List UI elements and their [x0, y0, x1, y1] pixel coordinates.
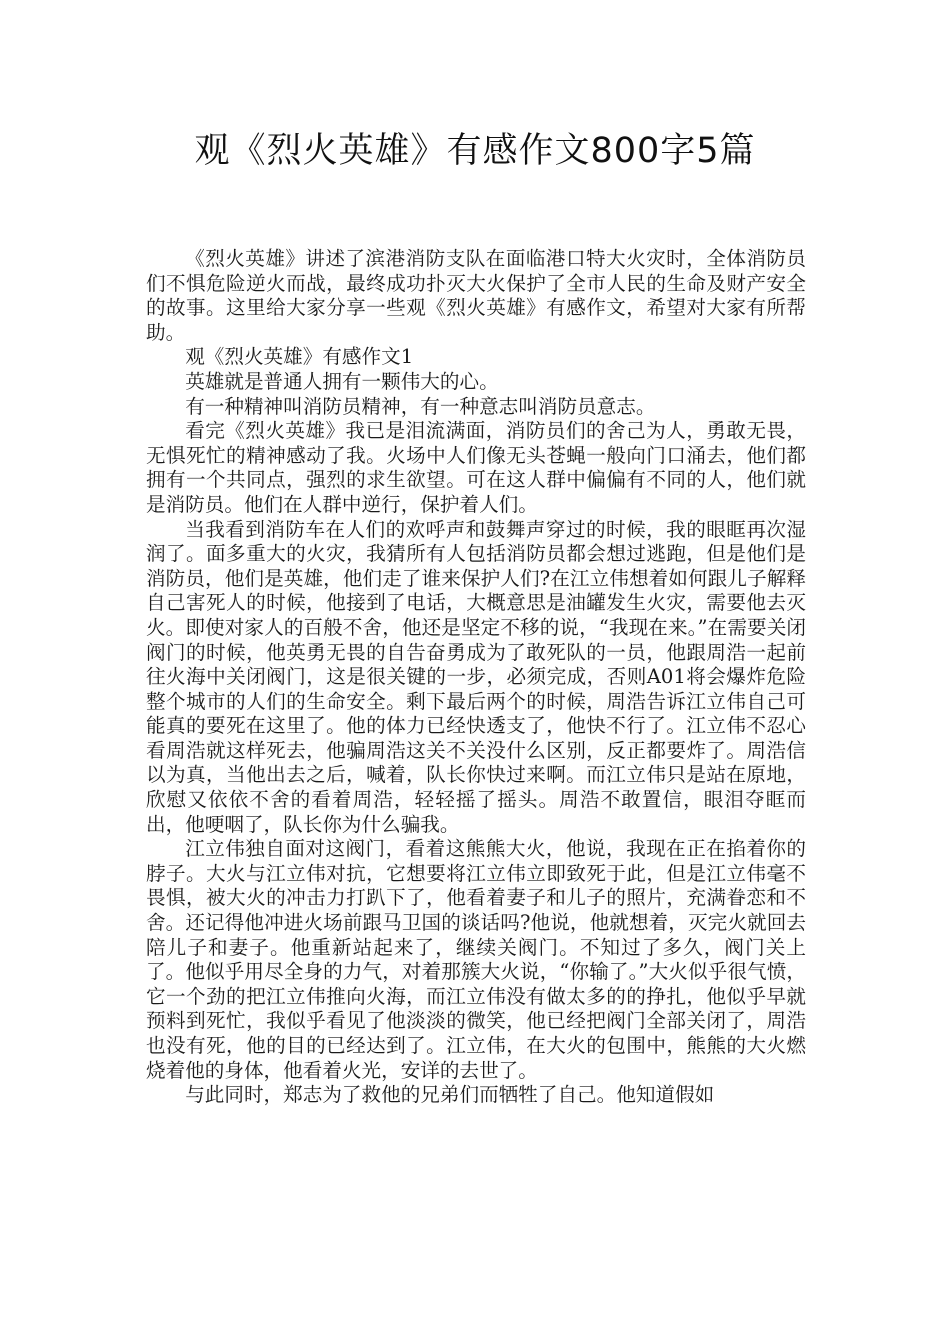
intro-paragraph: 《烈火英雄》讲述了滨港消防支队在面临港口特大火灾时，全体消防员们不惧危险逆火而战，最终成功扑灭大火保护了全市人民的生命及财产安全的故事。这里给大家分享一些观《烈火英雄》有感作文，希望对大家有所帮助。	[146, 247, 806, 344]
essay-heading: 观《烈火英雄》有感作文1	[185, 345, 414, 369]
body-paragraph: 看完《烈火英雄》我已是泪流满面，消防员们的舍己为人，勇敢无畏，无惧死忙的精神感动了我。火场中人们像无头苍蝇一般向门口涌去，他们都拥有一个共同点，强烈的求生欲望。可在这人群中偏偏有不同的人，他们就是消防员。他们在人群中逆行，保护着人们。	[146, 419, 806, 516]
document-body	[146, 247, 806, 1108]
body-paragraph: 江立伟独自面对这阀门，看着这熊熊大火，他说，我现在正在掐着你的脖子。大火与江立伟对抗，它想要将江立伟立即致死于此，但是江立伟毫不畏惧，被大火的冲击力打趴下了，他看着妻子和儿子的照片，充满眷恋和不舍。还记得他冲进火场前跟马卫国的谈话吗?他说，他就想着，灭完火就回去陪儿子和妻子。他重新站起来了，继续关阀门。不知过了多久，阀门关上了。他似乎用尽全身的力气，对着那簇大火说，“你输了。”大火似乎很气愤，它一个劲的把江立伟推向火海，而江立伟没有做太多的的挣扎，他似乎早就预料到死忙，我似乎看见了他淡淡的微笑，他已经把阀门全部关闭了，周浩也没有死，他的目的已经达到了。江立伟，在大火的包围中，熊熊的大火燃烧着他的身体，他看着火光，安详的去世了。	[146, 837, 806, 1082]
body-paragraph: 有一种精神叫消防员精神，有一种意志叫消防员意志。	[185, 394, 656, 418]
document-title: 观《烈火英雄》有感作文800字5篇	[194, 131, 756, 171]
body-paragraph: 与此同时，郑志为了救他的兄弟们而牺牲了自己。他知道假如	[185, 1083, 715, 1107]
body-paragraph: 当我看到消防车在人们的欢呼声和鼓舞声穿过的时候，我的眼眶再次湿润了。面多重大的火灾，我猜所有人包括消防员都会想过逃跑，但是他们是消防员，他们是英雄，他们走了谁来保护人们?在江立伟想着如何跟儿子解释自己害死人的时候，他接到了电话，大概意思是油罐发生火灾，需要他去灭火。即使对家人的百般不舍，他还是坚定不移的说，“我现在来。”在需要关闭阀门的时候，他英勇无畏的自告奋勇成为了敢死队的一员，他跟周浩一起前往火海中关闭阀门，这是很关键的一步，必须完成，否则A01将会爆炸危险整个城市的人们的生命安全。剩下最后两个的时候，周浩告诉江立伟自己可能真的要死在这里了。他的体力已经快透支了，他快不行了。江立伟不忍心看周浩就这样死去，他骗周浩这关不关没什么区别，反正都要炸了。周浩信以为真，当他出去之后，喊着，队长你快过来啊。而江立伟只是站在原地，欣慰又依依不舍的看着周浩，轻轻摇了摇头。周浩不敢置信，眼泪夺眶而出，他哽咽了，队长你为什么骗我。	[146, 517, 806, 836]
body-paragraph: 英雄就是普通人拥有一颗伟大的心。	[185, 369, 499, 393]
